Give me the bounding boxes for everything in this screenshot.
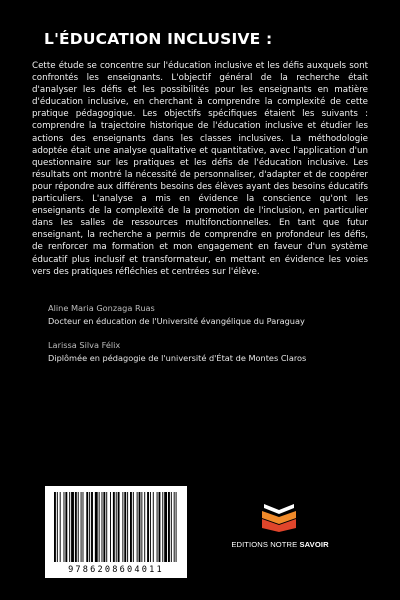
- publisher-prefix: EDITIONS NOTRE: [231, 540, 300, 549]
- barcode-bars: [45, 486, 187, 566]
- isbn-number: 9786208604011: [68, 565, 164, 575]
- isbn-barcode: [45, 486, 187, 578]
- back-cover-abstract: Cette étude se concentre sur l'éducation inclusive et les défis auxquels sont confrontés les enseignants. L'objectif général de la recherche était d'analyser les défis et les possibilités pour les enseignants en matière d'éducation inclusive, en cherchant à comprendre la complexité de cette pratique pédagogique. Les objectifs spécifiques étaient les suivants : comprendre la trajectoire historique de l'éducation inclusive et étudier les actions des enseignants dans les classes inclusives. La méthodologie adoptée était une analyse qualitative et quantitative, avec l'application d'un questionnaire sur les pratiques et les défis de l'éducation inclusive. Les résultats ont montré la nécessité de personnaliser, d'adapter et de coopérer pour répondre aux différents besoins des élèves ayant des besoins éducatifs particuliers. L'analyse a mis en évidence la conscience qu'ont les enseignants de la complexité de la promotion de l'inclusion, en particulier dans les salles de ressources multifonctionnelles. En tant que futur enseignant, la recherche a permis de comprendre en profondeur les défis, de renforcer ma formation et mon engagement en faveur d'un système éducatif plus inclusif et transformateur, en mettant en évidence les voies vers des pratiques réfléchies et centrées sur l'élève.: [32, 61, 368, 277]
- publisher-brand: SAVOIR: [299, 540, 329, 549]
- publisher-name: [229, 540, 331, 549]
- author-name: Aline Maria Gonzaga Ruas: [48, 303, 155, 313]
- author-name: Larissa Silva Félix: [48, 340, 121, 350]
- author-credential: Docteur en éducation de l'Université évangélique du Paraguay: [48, 315, 305, 326]
- author-block-1: [48, 302, 305, 327]
- publisher-logo-icon: [258, 502, 300, 532]
- author-block-2: [48, 339, 306, 364]
- author-credential: Diplômée en pédagogie de l'université d'État de Montes Claros: [48, 352, 307, 363]
- book-title: L'ÉDUCATION INCLUSIVE :: [44, 30, 273, 48]
